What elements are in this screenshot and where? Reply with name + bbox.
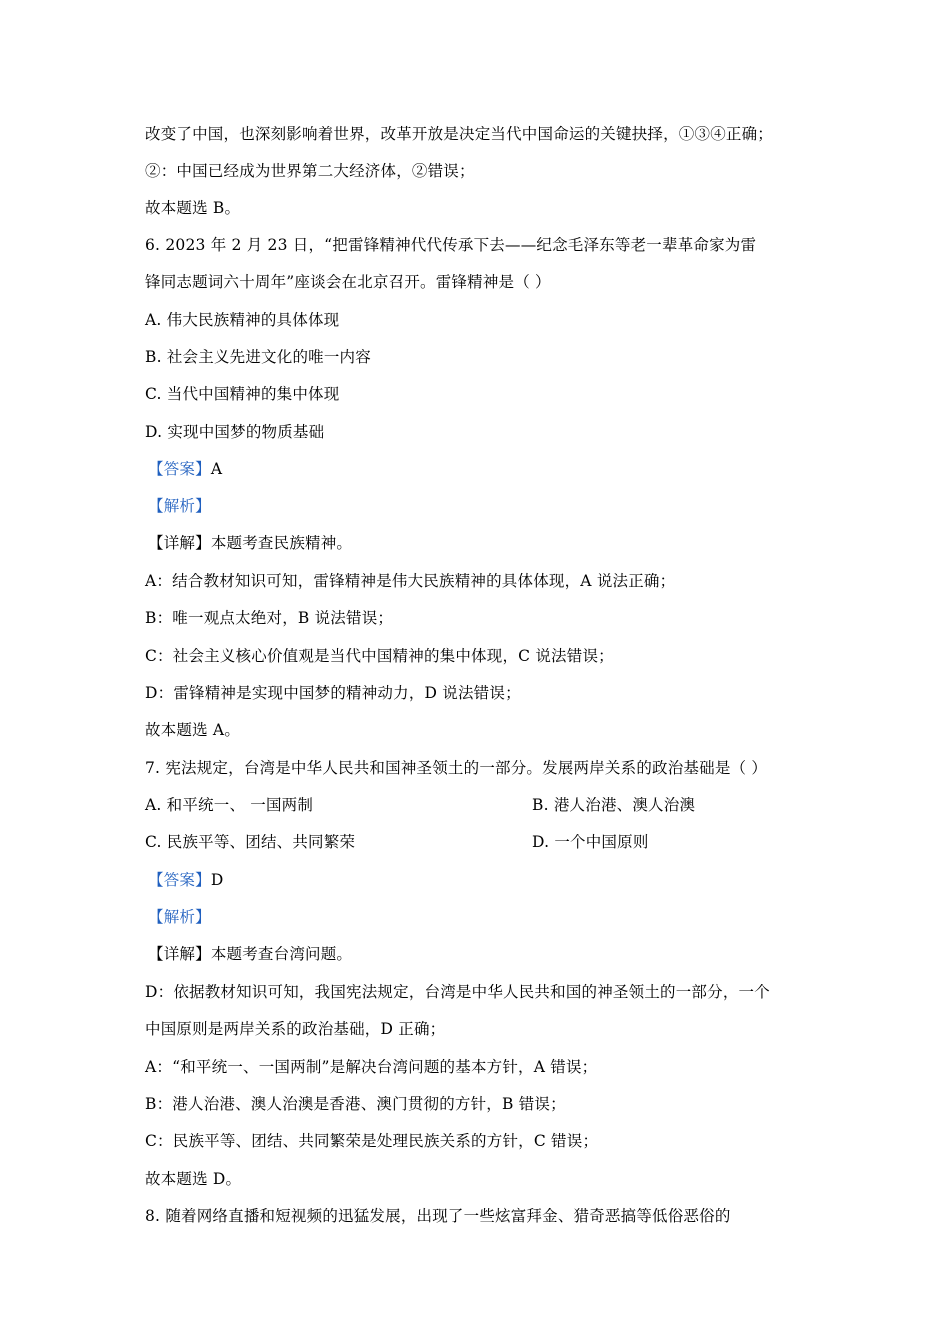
q6-conclusion: 故本题选 A。: [145, 721, 241, 739]
q7-stem: 7. 宪法规定，台湾是中华人民共和国神圣领土的一部分。发展两岸关系的政治基础是（ ）: [145, 759, 768, 777]
q6-answer-value: A: [210, 460, 223, 478]
q6-analysis: [148, 495, 211, 517]
q7-explain-d-line2: 中国原则是两岸关系的政治基础，D 正确；: [145, 1020, 446, 1038]
q7-detail-text: 本题考查台湾问题。: [210, 945, 353, 963]
q6-explain-d: D：雷锋精神是实现中国梦的精神动力，D 说法错误；: [145, 684, 521, 702]
q7-detail: [148, 943, 352, 965]
prev-explain-line: 改变了中国，也深刻影响着世界，改革开放是决定当代中国命运的关键抉择，①③④正确；: [145, 125, 774, 143]
q6-detail-tag: 【详解】: [148, 534, 211, 552]
q6-stem-line2: 锋同志题词六十周年”座谈会在北京召开。雷锋精神是（ ）: [145, 273, 551, 291]
q8-stem-line1: 8. 随着网络直播和短视频的迅猛发展，出现了一些炫富拜金、猎奇恶搞等低俗恶俗的: [145, 1207, 731, 1225]
q6-option-c: C. 当代中国精神的集中体现: [145, 385, 340, 403]
q7-answer-value: D: [210, 871, 224, 889]
q7-option-c: C. 民族平等、团结、共同繁荣: [145, 833, 356, 851]
q7-explain-c: C：民族平等、团结、共同繁荣是处理民族关系的方针，C 错误；: [145, 1132, 599, 1150]
q6-detail-text: 本题考查民族精神。: [210, 534, 353, 552]
q7-explain-b: B：港人治港、澳人治澳是香港、澳门贯彻的方针，B 错误；: [145, 1095, 566, 1113]
q6-option-d: D. 实现中国梦的物质基础: [145, 423, 325, 441]
q7-conclusion: 故本题选 D。: [145, 1170, 242, 1188]
q6-answer-tag: 【答案】: [148, 460, 211, 478]
q6-explain-c: C：社会主义核心价值观是当代中国精神的集中体现，C 说法错误；: [145, 647, 614, 665]
q6-explain-a: A：结合教材知识可知，雷锋精神是伟大民族精神的具体体现，A 说法正确；: [145, 572, 676, 590]
q6-analysis-tag: 【解析】: [148, 497, 211, 515]
q7-analysis-tag: 【解析】: [148, 908, 211, 926]
q7-option-d: D. 一个中国原则: [532, 833, 649, 851]
q6-explain-b: B：唯一观点太绝对，B 说法错误；: [145, 609, 394, 627]
q7-explain-d-line1: D：依据教材知识可知，我国宪法规定，台湾是中华人民共和国的神圣领土的一部分，一个: [145, 983, 770, 1001]
q7-explain-a: A：“和平统一、一国两制”是解决台湾问题的基本方针，A 错误；: [145, 1058, 598, 1076]
q6-detail: [148, 532, 352, 554]
q7-detail-tag: 【详解】: [148, 945, 211, 963]
q7-answer-tag: 【答案】: [148, 871, 211, 889]
q6-option-a: A. 伟大民族精神的具体体现: [145, 311, 340, 329]
q6-stem-line1: 6. 2023 年 2 月 23 日，“把雷锋精神代代传承下去——纪念毛泽东等老一辈革命家为雷: [145, 236, 757, 254]
q7-analysis: [148, 906, 211, 928]
q6-option-b: B. 社会主义先进文化的唯一内容: [145, 348, 371, 366]
q6-answer: [148, 458, 222, 480]
q7-option-b: B. 港人治港、澳人治澳: [532, 796, 696, 814]
q7-option-a: A. 和平统一、 一国两制: [145, 796, 314, 814]
prev-conclusion: 故本题选 B。: [145, 199, 241, 217]
q7-answer: [148, 869, 223, 891]
prev-explain-line-2: ②：中国已经成为世界第二大经济体，②错误；: [145, 162, 475, 180]
